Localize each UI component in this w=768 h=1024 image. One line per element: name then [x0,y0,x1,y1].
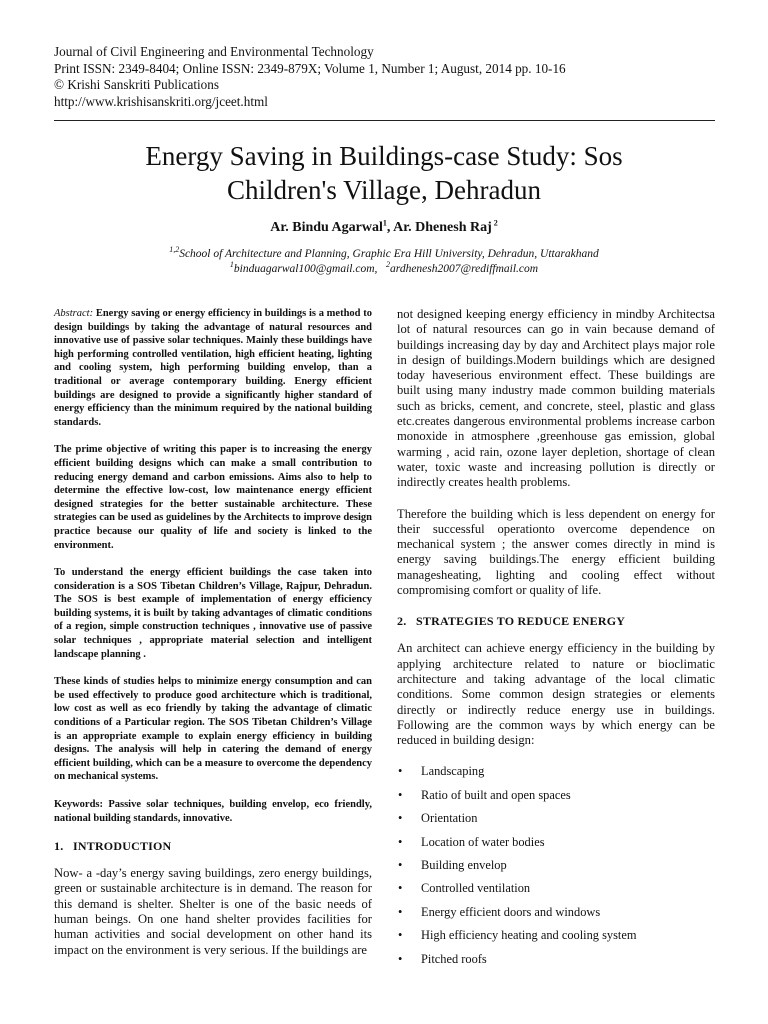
author-2-sup: 2 [491,218,498,228]
list-item: • Building envelop [397,858,715,881]
abstract-label: Abstract: [54,308,94,319]
introduction-paragraph: Now- a -day’s energy saving buildings, zero energy buildings, green or sustainable architecture is in demand. The reason for this demand is shelter. Shelter is one of the basic needs of human beings. On one hand shelter provides facilities for human activities and social development on other hand its impact on the environment is very serious. If the buildings are [54,866,372,957]
abstract-paragraph-2: The prime objective of writing this paper is to increasing the energy efficient building designs which can make a small contribution to reducing energy demand and carbon emissions. Aims also to help to determine the effective low-cost, low maintenance energy efficient designed strategies for the better sustainable architecture. These strategies can be used as guidelines by the Architects to improve design practice because our quality of life and society is linked to the environment. [54,444,372,551]
list-item: • Energy efficient doors and windows [397,905,715,928]
list-item: • Location of water bodies [397,835,715,858]
journal-name: Journal of Civil Engineering and Environmental Technology [54,44,374,59]
author-separator: , [386,220,394,235]
affiliation [0,247,768,277]
list-item: • Pitched roofs [397,952,715,975]
right-paragraph-3: An architect can achieve energy efficiency in the building by applying architecture related to nature or bioclimatic architecture and taking advantage of the local climatic conditions. Some common design strategies or elements directly or indirectly reduce energy use in buildings. Following are the common ways by which energy can be reduced in building design: [397,641,715,748]
list-item: • Ratio of built and open spaces [397,788,715,811]
right-column [397,307,715,975]
paper-title [40,139,728,207]
strategy-list [397,764,715,975]
list-item: • Landscaping [397,764,715,787]
author-2: Ar. Dhenesh Raj [393,220,492,235]
affiliation-school: School of Architecture and Planning, Graphic Era Hill University, Dehradun, Uttarakhand [179,248,599,260]
abstract-paragraph-1 [54,307,372,429]
journal-header [54,44,566,110]
author-1: Ar. Bindu Agarwal [270,220,383,235]
list-item: • Controlled ventilation [397,881,715,904]
author-list [0,220,768,236]
header-divider [54,120,715,121]
title-line-2: Children's Village, Dehradun [227,175,541,205]
email-1[interactable]: binduagarwal100@gmail.com, [233,263,378,275]
journal-issn: Print ISSN: 2349-8404; Online ISSN: 2349-879X; Volume 1, Number 1; August, 2014 pp. 10-16 [54,60,566,76]
affiliation-emails [0,262,768,277]
abstract-text-1: Energy saving or energy efficiency in buildings is a method to design buildings by taking the advantage of natural resources and innovative use of passive solar techniques. Mainly these buildings have high performing controlled ventilation, high efficient heating, lighting and cooling system, high performing building envelop, than a traditional or average contemporary building. Energy efficient buildings are designed to provide a significantly higher standard of energy efficiency than the minimum required by the national building standards. [54,308,372,428]
right-paragraph-2: Therefore the building which is less dependent on energy for their successful operationto overcome dependence on mechanical system ; the answer comes directly in mind is energy saving buildings.The energy efficient building managesheating, lighting and cooling effect without compromising comfort or quality of life. [397,506,715,598]
email-2[interactable]: ardhenesh2007@rediffmail.com [390,263,539,275]
journal-publisher: © Krishi Sanskriti Publications [54,77,219,92]
email-1-sup: 1 [229,260,234,270]
section-heading-strategies: 2. STRATEGIES TO REDUCE ENERGY [397,614,626,629]
left-column [54,307,372,974]
section-heading-introduction: 1. INTRODUCTION [54,839,172,854]
journal-url[interactable]: http://www.krishisanskriti.org/jceet.html [54,93,268,109]
list-item: • High efficiency heating and cooling system [397,928,715,951]
right-paragraph-1: not designed keeping energy efficiency in mindby Architectsa lot of natural resources can go in vain because demand of buildings increasing day by day and Architect plays major role in design of buildings.Modern buildings which are designed today haveserious environment effect. These buildings are built using many industry made common building materials such as bricks, cement, and concrete, steel, plastic and glass etc.creates dangerous environmental problems increase carbon monoxide in atmosphere ,greenhouse gas emission, global warming , acid rain, ozone layer depletion, shortage of clean water, toxic waste and increasing pollution is directly or indirectly creates health problems. [397,307,715,490]
affiliation-sup: 1,2 [169,245,180,255]
affiliation-school-line [0,247,768,262]
email-2-sup: 2 [386,260,391,270]
abstract-paragraph-3: To understand the energy efficient buildings the case taken into consideration is a SOS Tibetan Children’s Village, Rajpur, Dehradun. The SOS is best example of implementation of energy efficiency building systems, it is built by taking advantages of climatic conditions of a region, simple construction techniques , innovative use of passive solar techniques , appropriate material selection and intelligent landscape planning . [54,567,372,660]
list-item: • Orientation [397,811,715,834]
keywords: Keywords: Passive solar techniques, building envelop, eco friendly, national building standards, innovative. [54,799,372,824]
title-line-1: Energy Saving in Buildings-case Study: Sos [145,141,623,171]
abstract-paragraph-4: These kinds of studies helps to minimize energy consumption and can be used effectively to produce good architecture which is traditional, low cost as well as eco friendly by taking the advantage of climatic conditions of a Particular region. The SOS Tibetan Children’s Village is an appropriate example to explain energy efficiency in building designs. The analysis will help in catering the demand of energy efficient building, which can be a measure to overcome the dependency on mechanical systems. [54,676,372,783]
author-1-sup: 1 [382,218,387,228]
